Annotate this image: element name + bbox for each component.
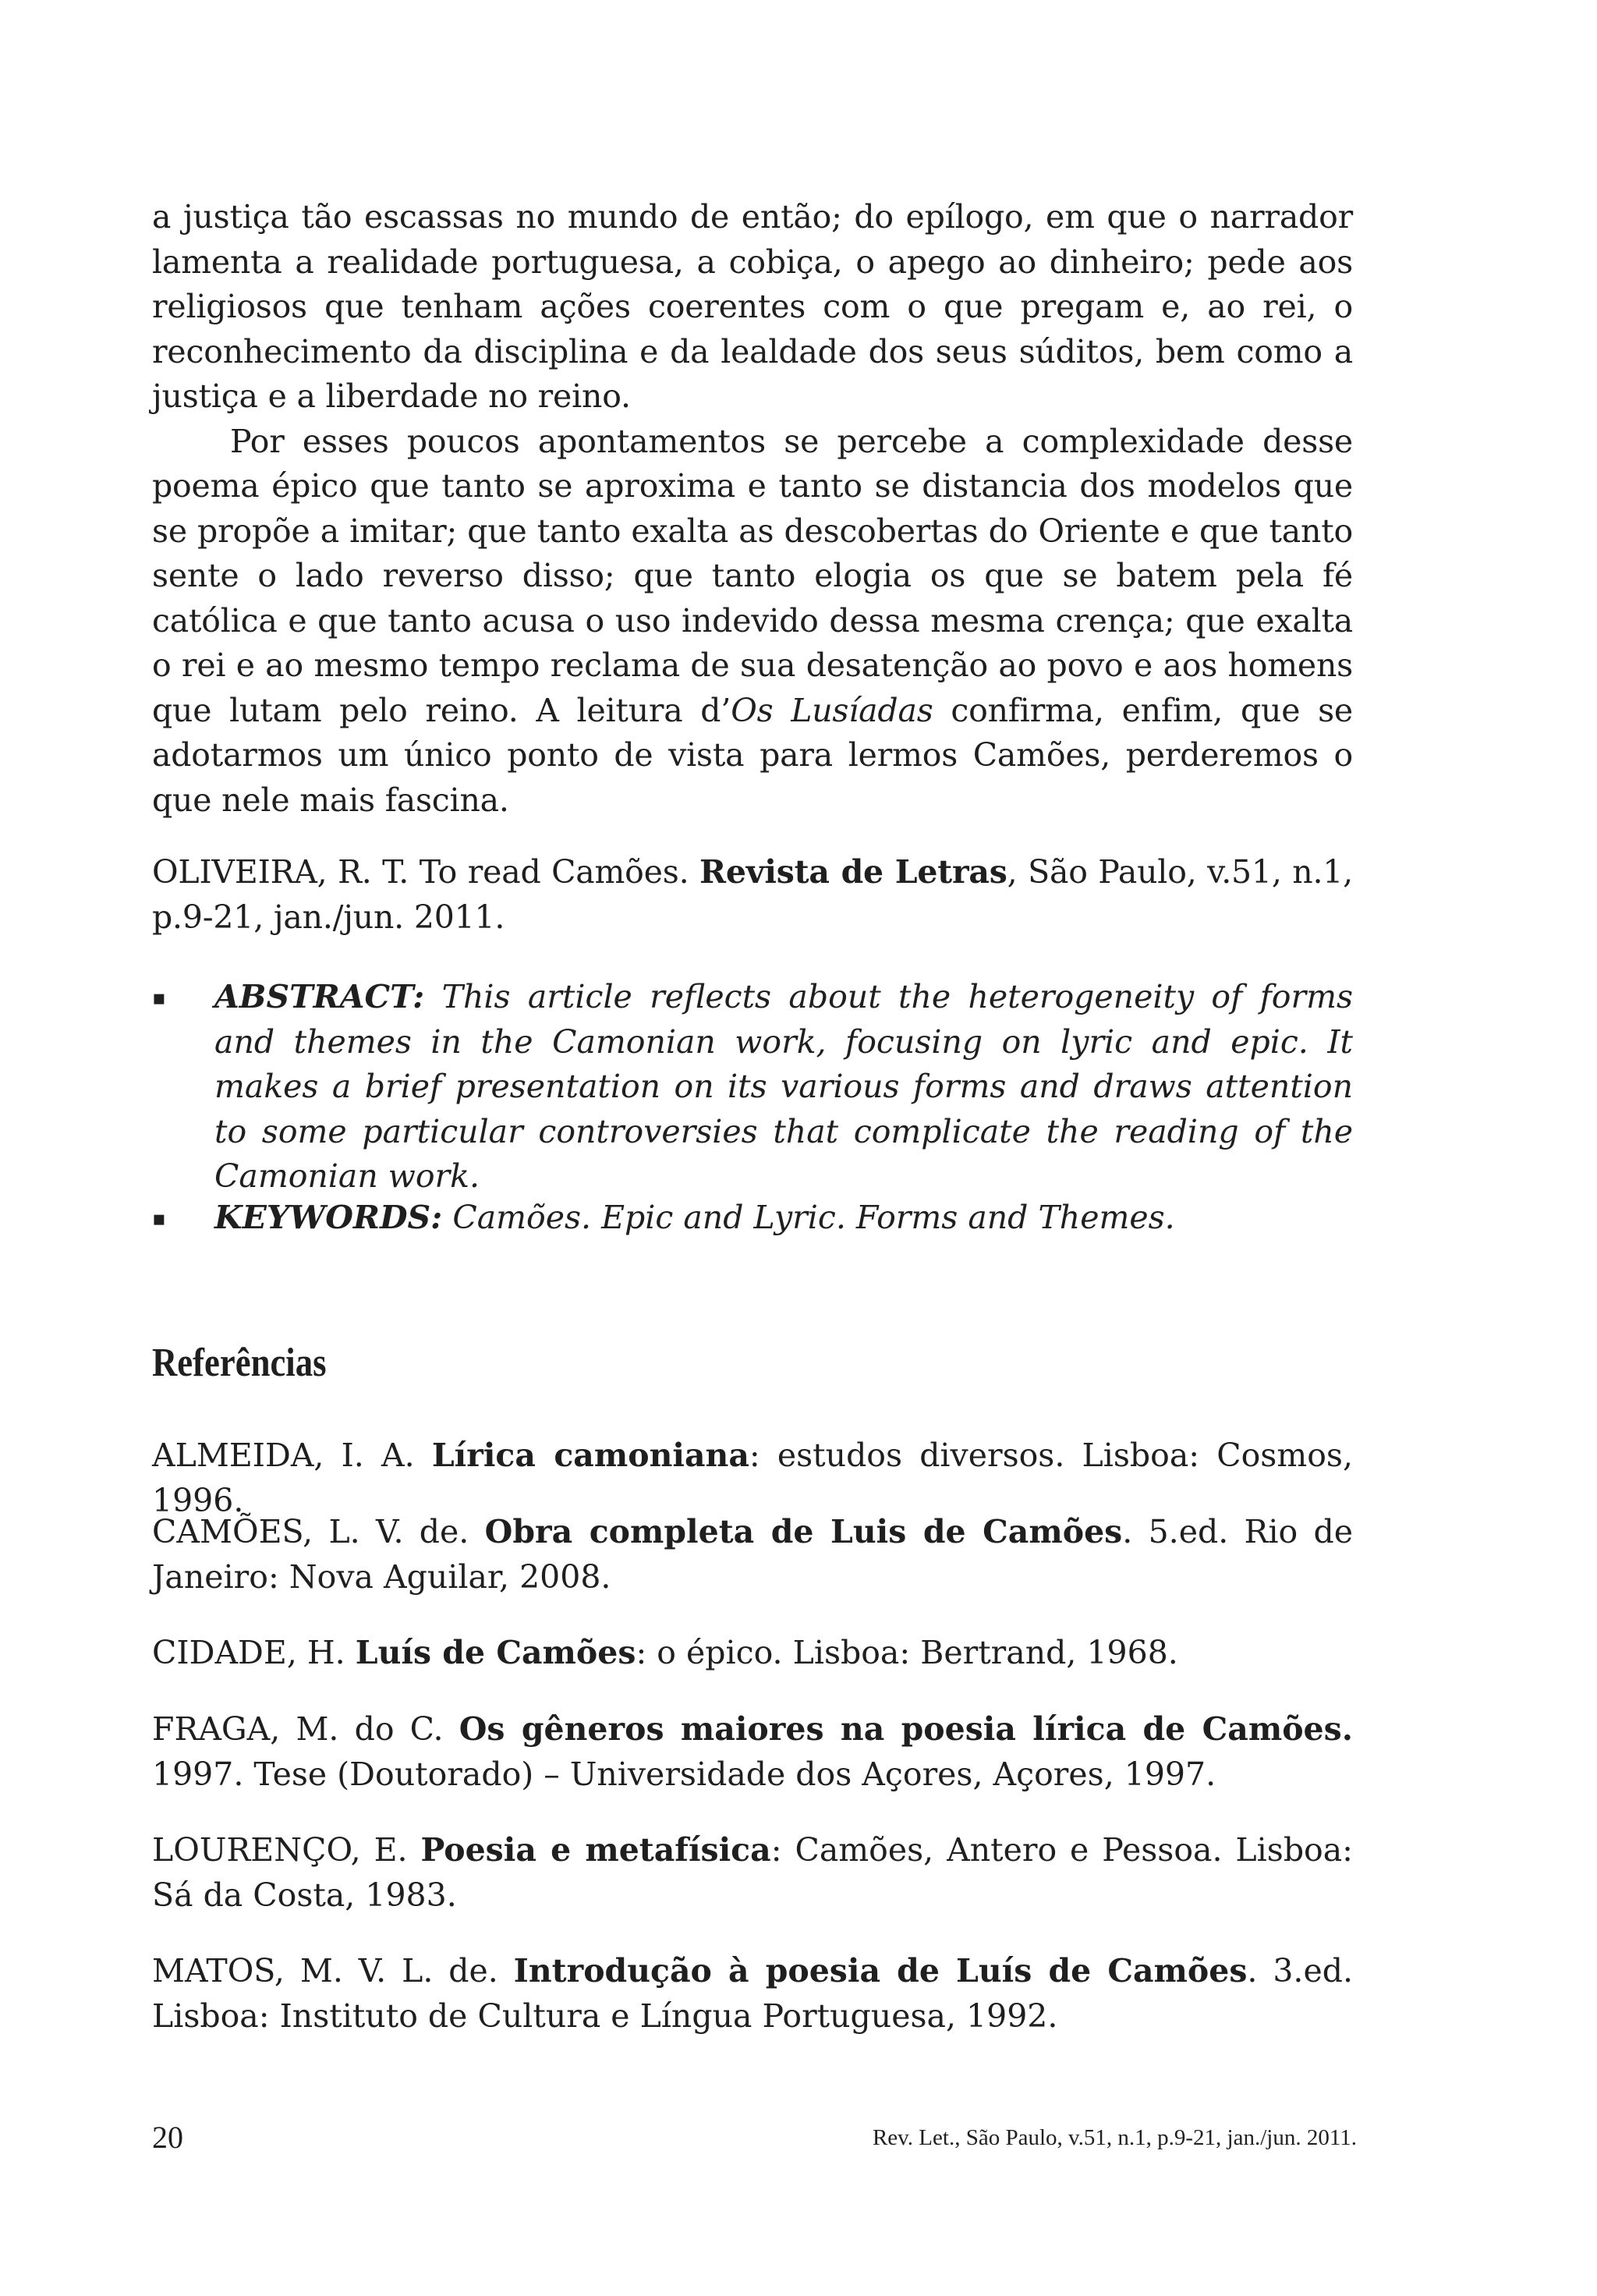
reference-title: Poesia e metafísica — [420, 1831, 771, 1869]
paragraph-2-text-a: Por esses poucos apontamentos se percebe a complexidade desse poema épico que tanto se aproxima e tanto se distancia dos modelos que se propõe a imitar; que tanto exalta as descobertas do Oriente e que tanto sente o lado reverso disso; que tanto elogia os que se batem pela fé católica e que tanto acusa o uso indevido dessa mesma crença; que exalta o rei e ao mesmo tempo reclama de sua desatenção ao povo e aos homens que lutam pelo reino. A leitura d’ — [152, 422, 1353, 729]
work-title-os-lusiadas: Os Lusíadas — [731, 691, 933, 729]
keywords-text: Camões. Epic and Lyric. Forms and Themes. — [442, 1199, 1175, 1236]
reference-author: CIDADE, H. — [152, 1634, 356, 1671]
reference-title: Introdução à poesia de Luís de Camões — [513, 1952, 1248, 1990]
references-heading: Referências — [152, 1341, 327, 1385]
reference-title: Luís de Camões — [355, 1634, 636, 1671]
citation-authors: OLIVEIRA, R. T. To read Camões. — [152, 853, 699, 891]
keywords-label: KEYWORDS: — [214, 1199, 443, 1236]
article-citation — [152, 850, 1353, 940]
abstract-label: ABSTRACT: — [214, 978, 425, 1015]
citation-journal: Revista de Letras — [699, 853, 1007, 891]
reference-details: . 3.ed. Lisboa: Instituto de Cultura e Língua Portuguesa, 1992. — [152, 1952, 1353, 2035]
page-number: 20 — [152, 2120, 183, 2155]
reference-item — [152, 1631, 1353, 1676]
reference-title: Os gêneros maiores na poesia lírica de Camões. — [459, 1710, 1353, 1748]
reference-author: ALMEIDA, I. A. — [152, 1437, 432, 1474]
running-footer: Rev. Let., São Paulo, v.51, n.1, p.9-21, jan./jun. 2011. — [872, 2125, 1357, 2150]
abstract-bullet-icon: ▪ — [152, 987, 166, 1010]
reference-author: FRAGA, M. do C. — [152, 1710, 459, 1748]
abstract-text: This article reflects about the heterogeneity of forms and themes in the Camonian work, focusing on lyric and epic. It makes a brief presentation on its various forms and draws attention to some particular controversies that complicate the reading of the Camonian work. — [214, 978, 1353, 1195]
abstract — [152, 975, 1353, 1195]
paragraph-1: a justiça tão escassas no mundo de então; do epílogo, em que o narrador lamenta a realidade portuguesa, a cobiça, o apego ao dinheiro; pede aos religiosos que tenham ações coerentes com o que pregam e, ao rei, o reconhecimento da disciplina e da lealdade dos seus súditos, bem como a justiça e a liberdade no reino. — [152, 198, 1353, 415]
keywords-body — [214, 1196, 1353, 1241]
keywords-bullet-icon: ▪ — [152, 1207, 166, 1231]
abstract-body — [214, 975, 1353, 1199]
reference-author: LOURENÇO, E. — [152, 1831, 421, 1869]
reference-details: : o épico. Lisboa: Bertrand, 1968. — [636, 1634, 1178, 1671]
reference-title: Lírica camoniana — [431, 1437, 749, 1474]
reference-details: . 5.ed. Rio de Janeiro: Nova Aguilar, 2008. — [152, 1513, 1353, 1596]
reference-author: CAMÕES, L. V. de. — [152, 1513, 485, 1550]
body-text — [152, 195, 1353, 823]
keywords — [152, 1196, 1353, 1242]
reference-item — [152, 1828, 1353, 1918]
paragraph-2-text-b: confirma, enfim, que se adotarmos um único ponto de vista para lermos Camões, perderemos o que nele mais fascina. — [152, 691, 1353, 819]
reference-title: Obra completa de Luis de Camões — [484, 1513, 1123, 1550]
reference-item — [152, 1949, 1353, 2039]
reference-details: : Camões, Antero e Pessoa. Lisboa: Sá da Costa, 1983. — [152, 1831, 1354, 1914]
reference-details: : estudos diversos. Lisboa: Cosmos, 1996. — [152, 1437, 1353, 1519]
paragraph-2 — [152, 420, 1353, 824]
reference-item — [152, 1510, 1353, 1600]
reference-item — [152, 1707, 1353, 1797]
reference-details: 1997. Tese (Doutorado) – Universidade dos Açores, Açores, 1997. — [152, 1755, 1216, 1793]
citation-details: , São Paulo, v.51, n.1, p.9-21, jan./jun. 2011. — [152, 853, 1353, 936]
reference-author: MATOS, M. V. L. de. — [152, 1952, 514, 1990]
